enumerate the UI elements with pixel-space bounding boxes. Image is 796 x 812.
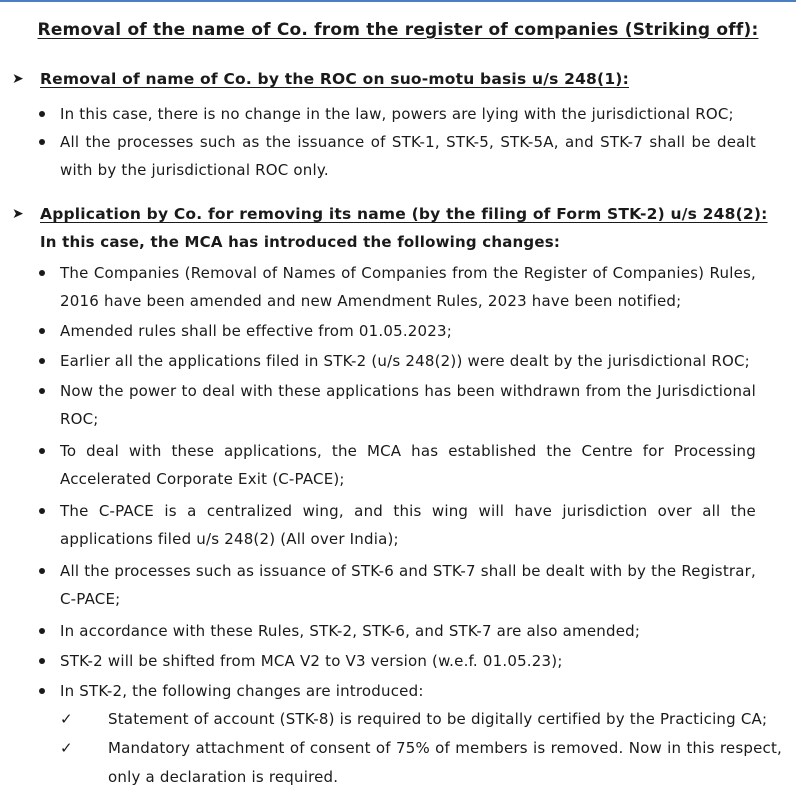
- round-bullet-icon: [39, 270, 45, 276]
- round-bullet-icon: [39, 388, 45, 394]
- bullet-list: [0, 259, 796, 705]
- section-heading: Application by Co. for removing its name (by the filing of Form STK-2) u/s 248(2):: [40, 205, 768, 223]
- list-item: In STK-2, the following changes are introduced:: [0, 677, 796, 705]
- check-item: ✓ Statement of account (STK-8) is required to be digitally certified by the Practicing CA;: [0, 705, 796, 734]
- section-suo-motu: [0, 70, 796, 184]
- list-item: All the processes such as issuance of STK-6 and STK-7 shall be dealt with by the Registrar, C-PACE;: [0, 557, 796, 613]
- round-bullet-icon: [39, 568, 45, 574]
- arrowhead-bullet-icon: ➤: [12, 206, 24, 222]
- round-bullet-icon: [39, 139, 45, 145]
- check-mark-icon: ✓: [60, 710, 73, 728]
- bullet-list: [0, 100, 796, 184]
- round-bullet-icon: [39, 328, 45, 334]
- section-heading: Removal of name of Co. by the ROC on suo-motu basis u/s 248(1):: [40, 70, 629, 88]
- round-bullet-icon: [39, 688, 45, 694]
- check-list: [0, 705, 796, 792]
- section-heading-row: [0, 70, 796, 96]
- round-bullet-icon: [39, 111, 45, 117]
- list-item: Now the power to deal with these applications has been withdrawn from the Jurisdictional ROC;: [0, 377, 796, 433]
- document-title: Removal of the name of Co. from the register of companies (Striking off):: [37, 20, 759, 40]
- round-bullet-icon: [39, 658, 45, 664]
- top-rule: [0, 0, 796, 10]
- section-stk2-application: [0, 205, 796, 792]
- check-mark-icon: ✓: [60, 739, 73, 757]
- list-item: Amended rules shall be effective from 01.05.2023;: [0, 317, 796, 345]
- round-bullet-icon: [39, 628, 45, 634]
- check-item: ✓ Mandatory attachment of consent of 75% of members is removed. Now in this respect, only a declaration is required.: [0, 734, 796, 792]
- section-intro: In this case, the MCA has introduced the following changes:: [40, 233, 561, 251]
- list-item: In accordance with these Rules, STK-2, STK-6, and STK-7 are also amended;: [0, 617, 796, 645]
- list-item: In this case, there is no change in the law, powers are lying with the jurisdictional ROC;: [0, 100, 796, 128]
- list-item: The C-PACE is a centralized wing, and this wing will have jurisdiction over all the applications filed u/s 248(2) (All over India);: [0, 497, 796, 553]
- list-item: To deal with these applications, the MCA has established the Centre for Processing Accelerated Corporate Exit (C-PACE);: [0, 437, 796, 493]
- section-heading-row: [0, 205, 796, 231]
- list-item: Earlier all the applications filed in STK-2 (u/s 248(2)) were dealt by the jurisdictional ROC;: [0, 347, 796, 375]
- list-item: STK-2 will be shifted from MCA V2 to V3 version (w.e.f. 01.05.23);: [0, 647, 796, 675]
- round-bullet-icon: [39, 508, 45, 514]
- list-item: All the processes such as the issuance of STK-1, STK-5, STK-5A, and STK-7 shall be dealt with by the jurisdictional ROC only.: [0, 128, 796, 184]
- list-item: The Companies (Removal of Names of Companies from the Register of Companies) Rules, 2016 have been amended and new Amendment Rules, 2023 have been notified;: [0, 259, 796, 315]
- round-bullet-icon: [39, 448, 45, 454]
- arrowhead-bullet-icon: ➤: [12, 71, 24, 87]
- round-bullet-icon: [39, 358, 45, 364]
